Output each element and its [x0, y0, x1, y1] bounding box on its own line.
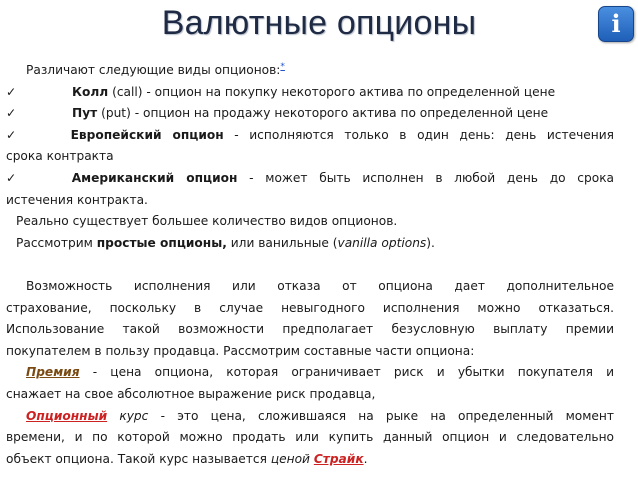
bullet-american-cont: истечения контракта.	[6, 192, 148, 207]
strike-period: .	[363, 451, 368, 466]
checkmark-icon: ✓	[6, 84, 17, 99]
footnote-link[interactable]: *	[280, 61, 285, 72]
strike-prefix: объект опциона. Такой курс называется	[6, 451, 271, 466]
premium-line	[6, 362, 614, 384]
consider-mid: или ванильные (	[226, 235, 338, 250]
intro-line	[6, 60, 614, 82]
paragraph-line-1: Возможность исполнения или отказа от опциона дает дополнительное	[26, 278, 614, 293]
consider-line	[6, 233, 614, 255]
premium-definition: - цена опциона, которая ограничивает риск и убытки покупателя и	[79, 365, 614, 380]
premium-line-cont: снажает на свое абсолютное выражение риск продавца,	[6, 386, 376, 401]
premium-term: Премия	[26, 365, 80, 380]
price-word: ценой	[270, 451, 314, 466]
checkmark-icon: ✓	[6, 127, 17, 142]
consider-suffix: ).	[426, 235, 435, 250]
call-definition: (call) - опцион на покупку некоторого актива по определенной цене	[108, 84, 556, 99]
info-icon: i	[611, 9, 621, 38]
strike-line	[6, 406, 614, 428]
strike-line-cont: времени, и по которой можно продать или купить данный опцион и следовательно	[6, 430, 614, 445]
simple-options-term: простые опционы,	[96, 235, 227, 250]
strike-term: Страйк	[313, 451, 364, 466]
real-note: Реально существует большее количество видов опционов.	[16, 214, 398, 229]
term-call: Колл	[72, 84, 109, 99]
slide-header	[0, 0, 638, 58]
strike-definition: - это цена, сложившаяся на рыке на определенный момент	[148, 408, 614, 423]
intro-text: Различают следующие виды опционов:	[26, 63, 281, 77]
put-definition: (put) - опцион на продажу некоторого актива по определенной цене	[97, 106, 549, 121]
paragraph-line-4: покупателем в пользу продавца. Рассмотрим составные части опциона:	[6, 343, 475, 358]
term-european: Европейский опцион	[70, 127, 224, 142]
info-button[interactable]	[598, 6, 634, 42]
term-put: Пут	[72, 106, 98, 121]
spacer	[6, 254, 614, 276]
term-american: Американский опцион	[71, 170, 238, 185]
bullet-put	[6, 103, 614, 125]
european-definition: - исполняются только в один день: день истечения	[234, 127, 614, 142]
bullet-call	[6, 82, 614, 104]
bullet-european	[6, 125, 614, 147]
checkmark-icon: ✓	[6, 170, 17, 185]
paragraph-line-2: страхование, поскольку в случае невыгодного исполнения можно отказаться.	[6, 300, 614, 315]
slide-body	[6, 60, 614, 470]
option-rate-term: Опционный	[26, 408, 108, 423]
vanilla-options-term: vanilla options	[337, 235, 427, 250]
bullet-american	[6, 168, 614, 190]
strike-line-end	[6, 449, 614, 471]
page-title: Валютные опционы	[161, 4, 477, 42]
paragraph-line-3: Использование такой возможности предполагает безусловную выплату премии	[6, 322, 614, 337]
rate-word: курс	[107, 408, 149, 423]
american-definition: - может быть исполнен в любой день до срока	[249, 170, 615, 185]
checkmark-icon: ✓	[6, 106, 17, 121]
consider-prefix: Рассмотрим	[16, 235, 97, 250]
bullet-european-cont: срока контракта	[6, 149, 114, 164]
